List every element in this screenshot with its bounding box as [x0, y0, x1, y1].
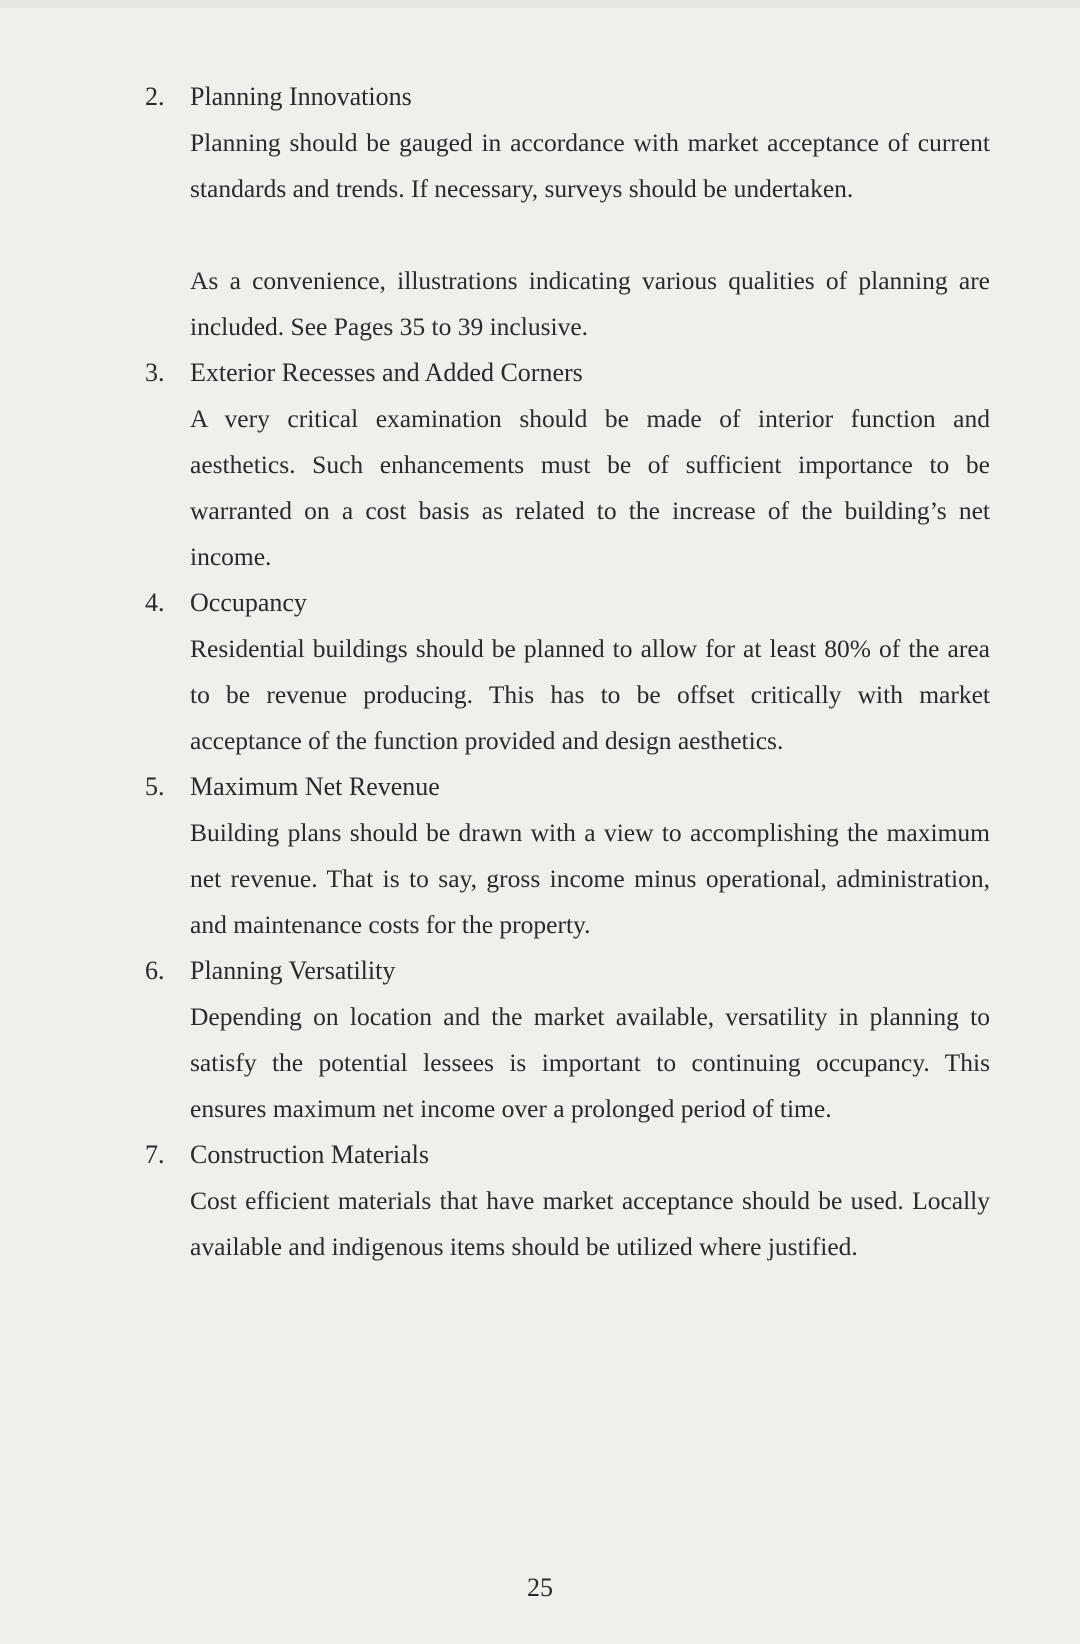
- list-item: [145, 580, 995, 764]
- item-number: 5.: [145, 772, 165, 801]
- list-item: [145, 764, 995, 948]
- item-heading: [145, 580, 995, 626]
- item-title: Planning Versatility: [190, 956, 396, 985]
- item-title: Exterior Recesses and Added Corners: [190, 358, 583, 387]
- item-number: 2.: [145, 82, 165, 111]
- item-title: Planning Innovations: [190, 82, 412, 111]
- item-number: 4.: [145, 588, 165, 617]
- content-body: [145, 74, 995, 1270]
- list-item: [145, 948, 995, 1132]
- list-item: [145, 350, 995, 580]
- item-title: Occupancy: [190, 588, 307, 617]
- page-number: 25: [527, 1573, 553, 1602]
- document-page: [0, 8, 1080, 1644]
- item-heading: [145, 948, 995, 994]
- item-paragraph: A very critical examination should be made of interior function and aesthetics. Such enhancements must be of sufficient importance to be warranted on a cost basis as related to the increase of the building’s net income.: [190, 404, 990, 571]
- item-paragraph: Residential buildings should be planned to allow for at least 80% of the area to be revenue producing. This has to be offset critically with market acceptance of the function provided and design aesthetics.: [190, 634, 990, 755]
- item-heading: [145, 1132, 995, 1178]
- item-heading: [145, 74, 995, 120]
- list-item: [145, 74, 995, 350]
- item-paragraph: As a convenience, illustrations indicating various qualities of planning are included. See Pages 35 to 39 inclusive.: [190, 266, 990, 341]
- item-paragraph: Depending on location and the market available, versatility in planning to satisfy the potential lessees is important to continuing occupancy. This ensures maximum net income over a prolonged period of time.: [190, 1002, 990, 1123]
- item-number: 6.: [145, 956, 165, 985]
- item-title: Maximum Net Revenue: [190, 772, 440, 801]
- item-heading: [145, 350, 995, 396]
- item-title: Construction Materials: [190, 1140, 430, 1169]
- item-number: 7.: [145, 1140, 165, 1169]
- list-item: [145, 1132, 995, 1270]
- item-number: 3.: [145, 358, 165, 387]
- item-paragraph: Planning should be gauged in accordance with market acceptance of current standards and trends. If necessary, surveys should be undertaken.: [190, 128, 990, 203]
- item-heading: [145, 764, 995, 810]
- item-paragraph: Cost efficient materials that have market acceptance should be used. Locally available and indigenous items should be utilized where justified.: [190, 1186, 990, 1261]
- item-paragraph: Building plans should be drawn with a view to accomplishing the maximum net revenue. That is to say, gross income minus operational, administration, and maintenance costs for the property.: [190, 818, 990, 939]
